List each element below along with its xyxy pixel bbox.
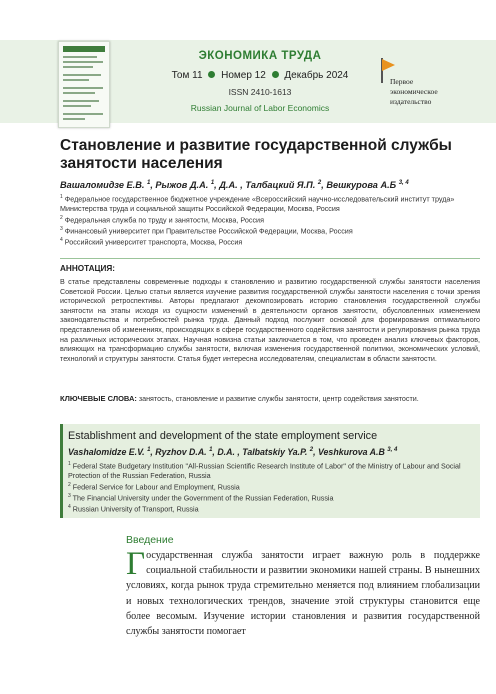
cover-line (63, 56, 97, 58)
author-name: Д.А. (219, 180, 238, 191)
author-affiliation-sup: 1 (210, 180, 215, 186)
keywords (60, 394, 480, 405)
affiliation-item (68, 503, 473, 514)
affiliation-text: Federal State Budgetary Institution "All-Russian Scientific Research Institute of Labor" of the Ministry of Labour and Social Protection of the Russian Federation, Russia (68, 461, 461, 481)
cover-line (63, 92, 95, 94)
affiliation-item (60, 214, 480, 225)
publisher-name (390, 77, 438, 107)
journal-date: Декабрь 2024 (284, 70, 349, 81)
journal-info (160, 50, 360, 113)
author-name: Талбацкий Я.П. (245, 180, 316, 191)
cover-line (63, 74, 101, 76)
affiliation-sup: 3 (68, 492, 71, 499)
publisher-line: Первое (390, 77, 414, 86)
affiliation-text: Federal Service for Labour and Employment, Russia (72, 482, 240, 492)
affiliation-item (60, 236, 480, 247)
cover-line (63, 100, 99, 102)
keywords-label: КЛЮЧЕВЫЕ СЛОВА: (60, 394, 137, 403)
publisher-line: экономическое (390, 87, 438, 96)
author-name: Vashalomidze E.V. (68, 447, 145, 457)
author-name: Veshkurova A.B (318, 447, 385, 457)
affiliation-sup: 2 (60, 214, 63, 221)
journal-number: Номер 12 (221, 70, 266, 81)
author-affiliation-sup: 1 (147, 447, 151, 454)
author-affiliation-sup: 2 (317, 180, 322, 186)
author-name: Рыжов Д.А. (155, 180, 209, 191)
affiliation-text: Финансовый университет при Правительстве Российской Федерации, Москва, Россия (64, 226, 353, 236)
cover-line (63, 105, 91, 107)
article-title: Становление и развитие государственной службы занятости населения (60, 137, 452, 172)
journal-volume: Том 11 (171, 70, 203, 81)
author-name: Ryzhov D.A. (155, 447, 207, 457)
affiliation-sup: 1 (60, 194, 63, 200)
journal-english-name: Russian Journal of Labor Economics (190, 103, 330, 113)
annotation-label: АННОТАЦИЯ: (60, 264, 115, 273)
affiliation-sup: 4 (60, 236, 63, 243)
author-name: Вашаломидзе Е.В. (60, 180, 145, 191)
journal-title: ЭКОНОМИКА ТРУДА (198, 50, 322, 62)
cover-line (63, 79, 89, 81)
affiliation-text: Российский университет транспорта, Москва, Россия (64, 237, 243, 247)
affiliation-item (68, 492, 473, 503)
journal-issue (160, 70, 360, 81)
affiliation-item (60, 225, 480, 236)
affiliation-sup: 1 (68, 461, 71, 467)
author-name: Вешкурова А.Б (326, 180, 397, 191)
cover-line (63, 66, 93, 68)
drop-cap: Г (126, 546, 146, 582)
affiliation-text: Федеральная служба по труду и занятости, Москва, Россия (64, 215, 264, 225)
author-list: Вашаломидзе Е.В. $^1$, Рыжов Д.А. $^1$, Д.А. , Талбацкий Я.П. $^2$, Вешкурова А.Б $^{3, 4}$ (60, 180, 409, 191)
author-affiliation-sup: 2 (309, 447, 314, 454)
affiliation-text: Russian University of Transport, Russia (72, 504, 199, 514)
flag-icon (382, 59, 395, 71)
cover-line (63, 61, 103, 63)
journal-issn: ISSN 2410-1613 (228, 87, 292, 97)
keywords-text: занятость, становление и развитие службы занятости, центр содействия занятости. (138, 395, 419, 403)
affiliation-sup: 2 (68, 481, 71, 488)
english-author-list: Vashalomidze E.V. $^1$, Ryzhov D.A. $^1$, D.A. , Talbatskiy Ya.P. $^2$, Veshkurova A.B $^{3, 4}$ (68, 447, 398, 457)
affiliation-sup: 3 (60, 225, 63, 232)
english-title: Establishment and development of the state employment service (68, 430, 378, 442)
affiliation-text: The Financial University under the Government of the Russian Federation, Russia (72, 493, 334, 503)
affiliation-item (60, 193, 480, 214)
affiliation-text: Федеральное государственное бюджетное учреждение «Всероссийский научно-исследовательский институт труда» Министерства труда и социальной защиты Российской Федерации, Москва, Россия (60, 194, 455, 214)
intro-paragraph (126, 548, 480, 639)
author-affiliation-sup: 3, 4 (387, 447, 398, 454)
intro-heading: Введение (126, 534, 174, 546)
cover-line (63, 87, 103, 89)
author-affiliation-sup: 3, 4 (398, 180, 409, 186)
affiliation-item (68, 481, 473, 492)
publisher-line: издательство (390, 97, 432, 106)
author-name: D.A. (217, 447, 235, 457)
author-name: Talbatskiy Ya.P. (242, 447, 308, 457)
journal-cover-thumbnail (58, 41, 110, 128)
section-divider (60, 258, 480, 259)
author-affiliation-sup: 1 (209, 447, 213, 454)
bullet-dot-icon (208, 71, 215, 78)
cover-line (63, 113, 103, 115)
affiliation-item (68, 460, 473, 481)
author-affiliation-sup: 1 (146, 180, 151, 186)
cover-title-bar (63, 46, 105, 52)
intro-text: осударственная служба занятости играет важную роль в поддержке социальной стабильности и развитии экономики нашей страны. В нынешних условиях, когда рынок труда стремительно меняется под влиянием глобализации и новых технологических трендов, значение этой структуры становится еще более весомым. Изучение истории становления и развития государственной службы занятости помогает (126, 550, 480, 638)
affiliation-sup: 4 (68, 503, 71, 510)
cover-line (63, 118, 85, 120)
bullet-dot-icon (272, 71, 279, 78)
annotation-text: В статье представлены современные подходы к становлению и развитию государственной службы занятости населения Советской России. Целью статьи является изучение развития государственной службы занятости населения с точки зрения исторической ретроспективы. Авторы предлагают декомпозировать историю становления государственной службы занятости на этапы исходя из сущности изменений в деятельности органов занятости, обусловленных изменением законодательства и потребностей рынка труда. Данный подход послужит основой для формирования оптимального представления об изменениях, происходящих в сфере государственного содействия занятости и регулирования рынка труда на различных исторических этапах. Научная новизна статьи заключается в том, что проведен анализ ключевых факторов, влияющих на трансформацию службы занятости, включая изменения государственной политики, экономических условий, технологий и структуры занятости. Статья будет интересна исследователям, специалистам в области занятости. (60, 278, 480, 363)
affiliation-list (60, 193, 480, 247)
english-affiliation-list (68, 460, 473, 514)
